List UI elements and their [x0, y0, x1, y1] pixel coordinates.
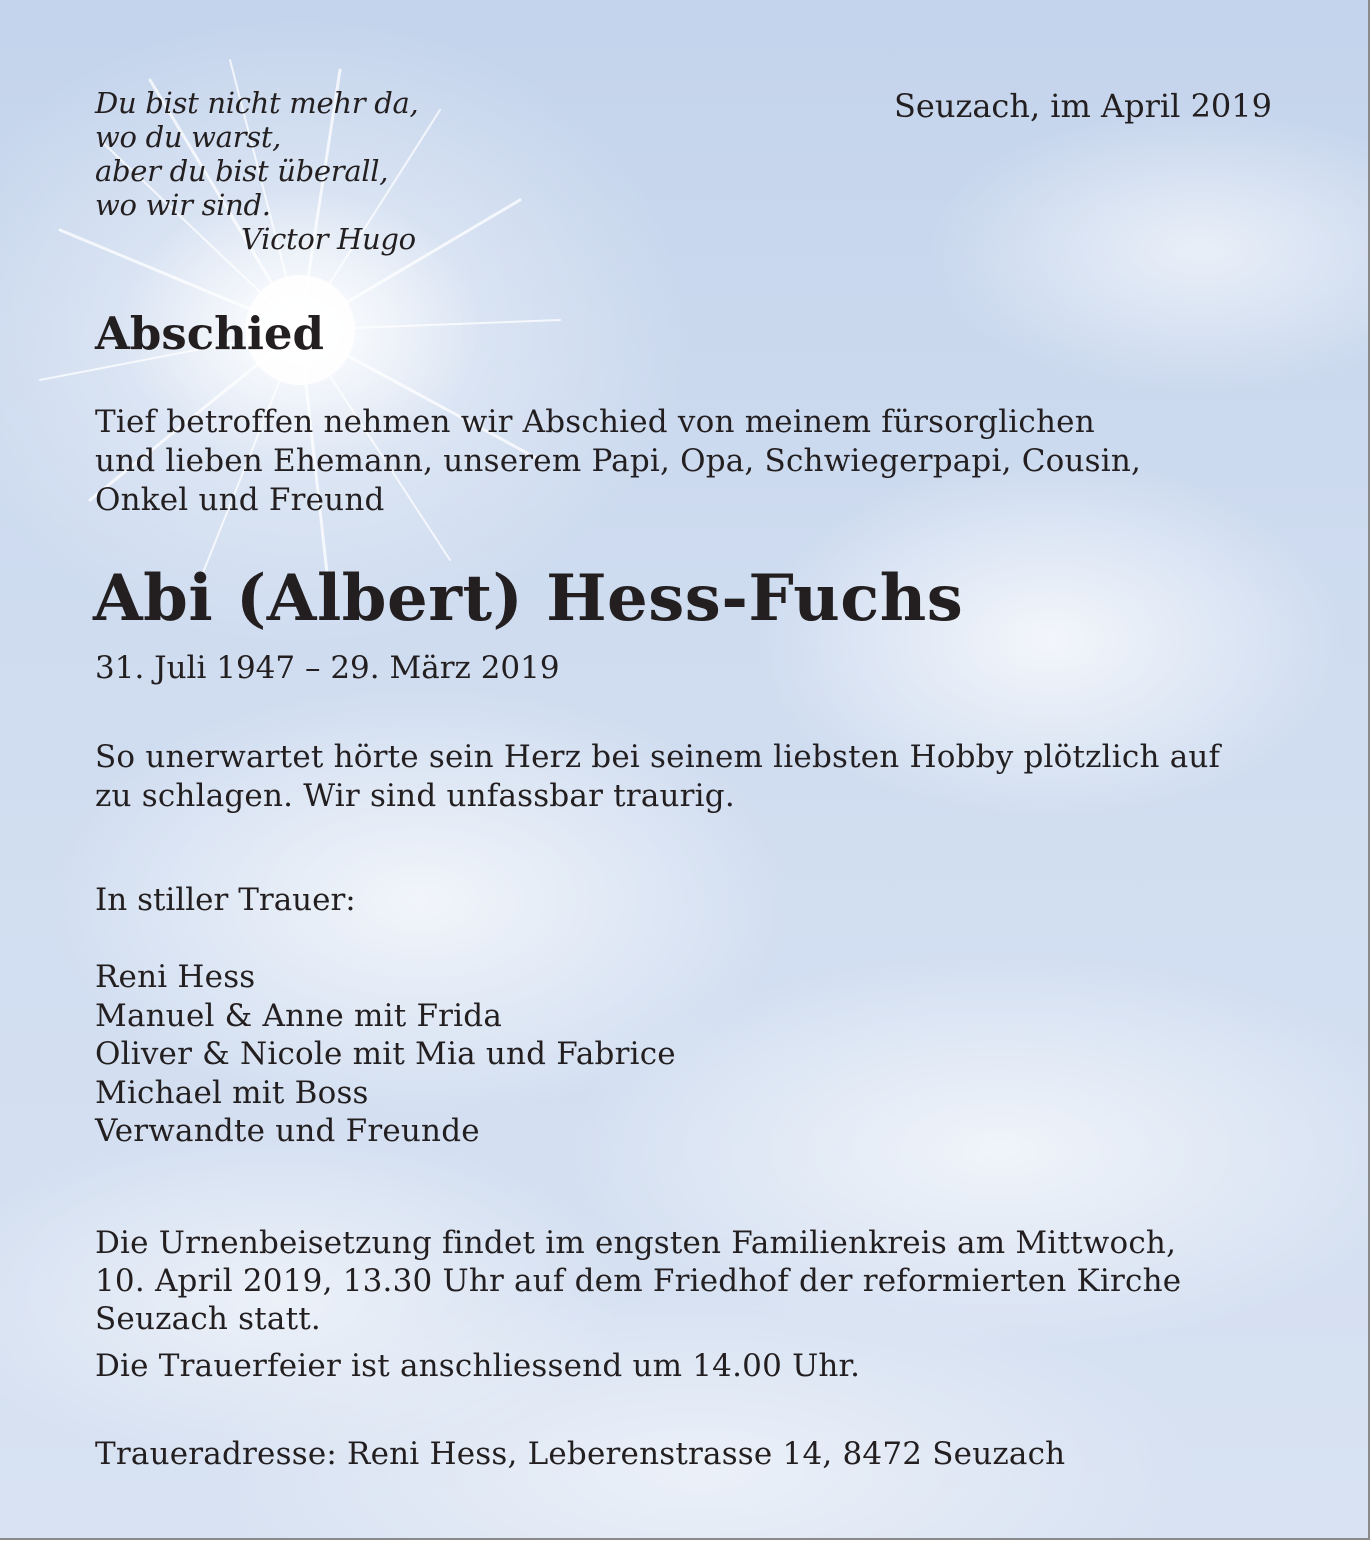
- place-date: Seuzach, im April 2019: [894, 87, 1272, 125]
- intro-line: und lieben Ehemann, unserem Papi, Opa, Schwiegerpapi, Cousin,: [95, 443, 1142, 479]
- ceremony-info: Die Trauerfeier ist anschliessend um 14.00 Uhr.: [95, 1348, 861, 1384]
- quote-line: aber du bist überall,: [95, 154, 389, 188]
- mourner-item: Verwandte und Freunde: [95, 1113, 480, 1149]
- burial-line: Die Urnenbeisetzung findet im engsten Familienkreis am Mittwoch,: [95, 1225, 1177, 1261]
- mourner-item: Manuel & Anne mit Frida: [95, 997, 503, 1034]
- intro-line: Tief betroffen nehmen wir Abschied von meinem fürsorglichen: [95, 404, 1095, 440]
- poem-quote: [95, 86, 418, 256]
- message-line: zu schlagen. Wir sind unfassbar traurig.: [95, 778, 735, 814]
- life-dates: 31. Juli 1947 – 29. März 2019: [95, 650, 560, 686]
- mourner-item: Michael mit Boss: [95, 1074, 369, 1111]
- quote-line: Du bist nicht mehr da,: [95, 86, 419, 120]
- quote-line: wo du warst,: [95, 120, 282, 154]
- mourning-label: In stiller Trauer:: [95, 882, 356, 918]
- quote-line: wo wir sind.: [95, 188, 271, 222]
- notice-heading: Abschied: [95, 307, 325, 360]
- burial-line: Seuzach statt.: [95, 1301, 321, 1337]
- deceased-name: Abi (Albert) Hess-Fuchs: [93, 561, 964, 636]
- intro-text: [95, 403, 1141, 520]
- burial-line: 10. April 2019, 13.30 Uhr auf dem Friedhof der reformierten Kirche: [95, 1263, 1182, 1299]
- message-text: [95, 738, 1220, 816]
- message-line: So unerwartet hörte sein Herz bei seinem liebsten Hobby plötzlich auf: [95, 739, 1221, 775]
- quote-author: Victor Hugo: [241, 222, 416, 256]
- mourners-list: [95, 958, 676, 1151]
- burial-info: [95, 1224, 1181, 1338]
- mourning-address: Traueradresse: Reni Hess, Leberenstrasse 14, 8472 Seuzach: [95, 1436, 1066, 1472]
- intro-line: Onkel und Freund: [95, 482, 385, 518]
- mourner-item: Reni Hess: [95, 959, 256, 995]
- mourner-item: Oliver & Nicole mit Mia und Fabrice: [95, 1036, 676, 1072]
